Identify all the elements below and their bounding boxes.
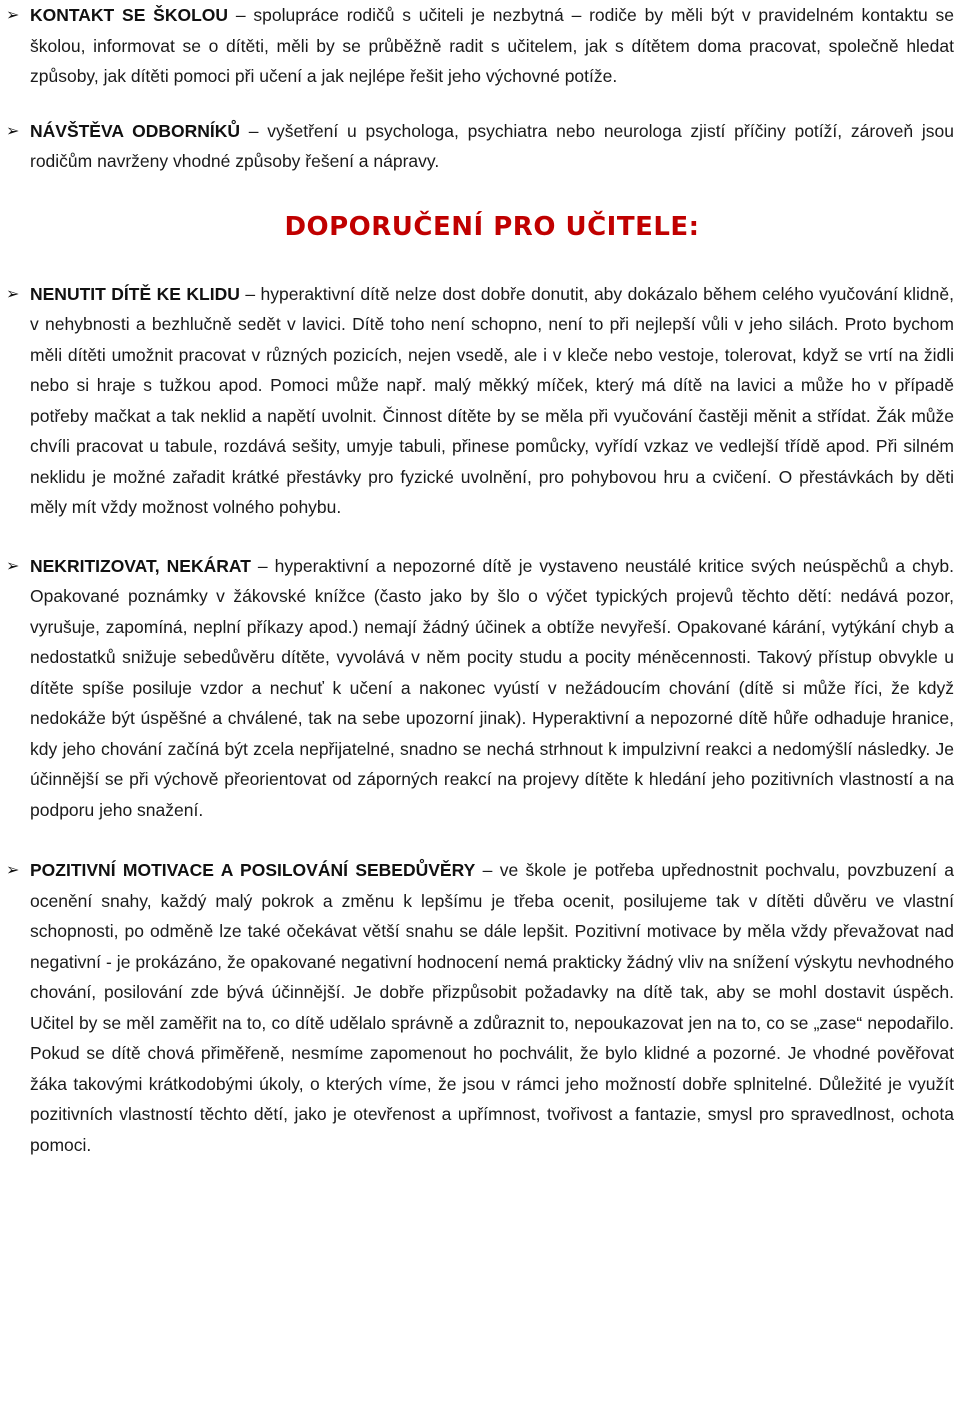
list-item: [6, 855, 954, 1160]
arrowhead-bullet-icon: ➢: [6, 283, 20, 303]
item-text: – hyperaktivní dítě nelze dost dobře donutit, aby dokázalo během celého vyučování klidně, v nehybnosti a bezhlučně sedět v lavici. Dítě toho není schopno, není to při nejlepší vůli v jeho silách. Proto bychom měli dítěti umožnit pracovat v různých pozicích, nejen vsedě, ale i v kleče nebo vestoje, tolerovat, když se vrtí na židli nebo si hraje s tužkou apod. Pomoci může např. malý měkký míček, který má dítě na lavici a může ho v případě potřeby mačkat a tak neklid a napětí uvolnit. Činnost dítěte by se měla při vyučování častěji měnit a střídat. Žák může chvíli pracovat u tabule, rozdává sešity, umyje tabuli, přinese pomůcky, vyřídí vzkaz ve vedlejší třídě apod. Při silném neklidu je možné zařadit krátké přestávky pro fyzické uvolnění, pro pohybovou hru a cvičení. O přestávkách by děti měly mít vždy možnost volného pohybu.: [30, 283, 955, 517]
section-heading: DOPORUČENÍ PRO UČITELE:: [284, 211, 700, 242]
list-item: [6, 116, 954, 177]
list-item: [6, 0, 954, 92]
item-title: POZITIVNÍ MOTIVACE A POSILOVÁNÍ SEBEDŮVĚRY: [30, 860, 476, 880]
item-title: NÁVŠTĚVA ODBORNÍKŮ: [30, 120, 241, 141]
item-text: – spolupráce rodičů s učiteli je nezbytná – rodiče by měli být v pravidelném kontaktu se školou, informovat se o dítěti, měli by se průběžně radit s učitelem, jak s dítětem doma pracovat, společně hledat způsoby, jak dítěti pomoci při učení a jak nejlépe řešit jeho výchovné potíže.: [30, 5, 954, 86]
list-item: [6, 551, 954, 826]
arrowhead-bullet-icon: ➢: [6, 5, 20, 24]
arrowhead-bullet-icon: ➢: [6, 860, 20, 879]
arrowhead-bullet-icon: ➢: [6, 555, 20, 575]
arrowhead-bullet-icon: ➢: [6, 120, 20, 140]
item-title: NENUTIT DÍTĚ KE KLIDU: [30, 283, 240, 304]
item-text: – hyperaktivní a nepozorné dítě je vystaveno neustálé kritice svých neúspěchů a chyb. Opakované poznámky v žákovské knížce (často jako by šlo o výčet typických projevů těchto dětí: nedává pozor, vyrušuje, zapomíná, neplní příkazy apod.) nemají žádný účinek a obtíže nevyřeší. Opakované kárání, vytýkání chyb a nedostatků snižuje sebedůvěru dítěte, vyvolává v něm pocity studu a pocity méněcennosti. Takový přístup obvykle u dítěte spíše posiluje vzdor a nechuť k učení a nakonec vyústí v nežádoucím chování (dítě si může říci, že když nedokáže být úspěšné a chválené, tak na sebe upozorní jinak). Hyperaktivní a nepozorné dítě hůře odhaduje hranice, kdy jeho chování začíná být zcela nepřijatelné, snadno se nechá strhnout k impulzivní reakci a nedomýšlí následky. Je účinnější se při výchově přeorientovat od záporných reakcí na projevy dítěte k hledání jeho pozitivních vlastností a na podporu jeho snažení.: [30, 555, 954, 820]
list-item: [6, 279, 955, 523]
item-title: KONTAKT SE ŠKOLOU: [30, 5, 229, 25]
item-text: – ve škole je potřeba upřednostnit pochvalu, povzbuzení a ocenění snahy, každý malý pokrok a změnu k lepšímu je třeba ocenit, posilujeme tak v dítěti důvěru ve vlastní schopnosti, po odměně lze také očekávat větší snahu se dále lepšit. Pozitivní motivace by měla vždy převažovat nad negativní - je prokázáno, že opakované negativní hodnocení nemá prakticky žádný vliv na snížení výskytu nevhodného chování, posilování zde bývá účinnější. Je dobře přizpůsobit požadavky na dítě tak, aby se mohl dostavit úspěch. Učitel by se měl zaměřit na to, co dítě udělalo správně a zdůraznit to, nepoukazovat jen na to, co se „zase“ nepodařilo. Pokud se dítě chová přiměřeně, nesmíme zapomenout ho pochválit, že bylo klidné a pozorné. Je vhodné pověřovat žáka takovými krátkodobými úkoly, o kterých víme, že jsou v rámci jeho možností dobře splnitelné. Důležité je využít pozitivních vlastností těchto dětí, jako je otevřenost a upřímnost, tvořivost a fantazie, smysl pro spravedlnost, ochota pomoci.: [30, 860, 954, 1155]
item-text: – vyšetření u psychologa, psychiatra nebo neurologa zjistí příčiny potíží, zároveň jsou rodičům navrženy vhodné způsoby řešení a nápravy.: [30, 120, 954, 171]
item-title: NEKRITIZOVAT, NEKÁRAT: [30, 555, 251, 576]
